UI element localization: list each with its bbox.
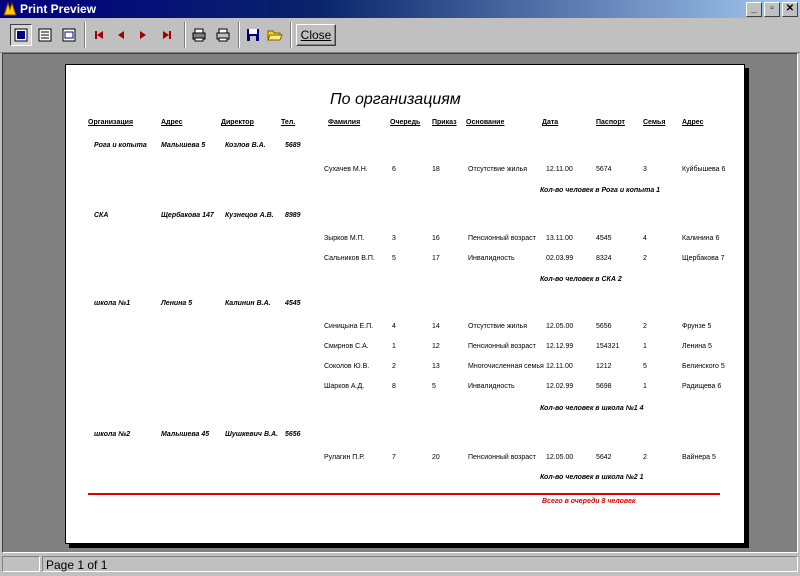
cell-family: 2 bbox=[643, 323, 647, 330]
cell-address: Щербакова 7 bbox=[682, 255, 725, 262]
cell-family: 5 bbox=[643, 363, 647, 370]
group-org-phone: 8989 bbox=[285, 212, 301, 219]
group-org-name: СКА bbox=[94, 212, 109, 219]
group-org-address: Щербакова 147 bbox=[161, 212, 214, 219]
zoom-100-button[interactable] bbox=[58, 24, 80, 46]
cell-fio: Зырков М.П. bbox=[324, 235, 365, 242]
maximize-button[interactable]: ▫ bbox=[764, 2, 780, 17]
status-bar bbox=[0, 553, 800, 576]
close-window-button[interactable]: ✕ bbox=[782, 2, 798, 17]
first-page-icon bbox=[93, 29, 105, 41]
printer-icon bbox=[215, 27, 231, 43]
cell-reason: Отсутствие жилья bbox=[468, 323, 527, 330]
folder-open-icon bbox=[267, 28, 283, 42]
cell-q: 1 bbox=[392, 343, 396, 350]
close-preview-button[interactable]: Close bbox=[296, 24, 336, 46]
header-director: Директор bbox=[221, 119, 254, 126]
cell-order: 14 bbox=[432, 323, 440, 330]
group-count: Кол-во человек в школа №2 1 bbox=[540, 474, 644, 481]
cell-date: 12.12.99 bbox=[546, 343, 574, 350]
cell-q: 7 bbox=[392, 454, 396, 461]
cell-q: 3 bbox=[392, 235, 396, 242]
last-page-icon bbox=[161, 29, 173, 41]
open-button[interactable] bbox=[264, 24, 286, 46]
group-org-phone: 5656 bbox=[285, 431, 301, 438]
cell-reason: Пенсионный возраст bbox=[468, 343, 536, 350]
floppy-disk-icon bbox=[246, 28, 260, 42]
header-org: Организация bbox=[88, 119, 134, 126]
report-page bbox=[65, 64, 745, 544]
cell-reason: Отсутствие жилья bbox=[468, 166, 527, 173]
cell-address: Фрунзе 5 bbox=[682, 323, 712, 330]
group-org-address: Малышева 45 bbox=[161, 431, 210, 438]
cell-order: 18 bbox=[432, 166, 440, 173]
group-org-address: Малышева 5 bbox=[161, 142, 206, 149]
group-org-director: Калинин В.А. bbox=[225, 300, 271, 307]
page-width-icon bbox=[38, 28, 52, 42]
header-reason: Основание bbox=[466, 119, 505, 126]
cell-reason: Пенсионный возраст bbox=[468, 454, 536, 461]
status-page-indicator: Page 1 of 1 bbox=[42, 556, 798, 572]
cell-date: 12.05.00 bbox=[546, 454, 574, 461]
cell-date: 12.05.00 bbox=[546, 323, 574, 330]
header-order: Приказ bbox=[432, 119, 457, 126]
cell-passport: 5642 bbox=[596, 454, 612, 461]
group-org-name: Рога и копыта bbox=[94, 142, 147, 149]
cell-date: 13.11.00 bbox=[546, 235, 573, 242]
group-org-phone: 4545 bbox=[285, 300, 301, 307]
zoom-100-icon bbox=[62, 28, 76, 42]
header-surname: Фамилия bbox=[328, 119, 361, 126]
cell-fio: Смирнов С.А. bbox=[324, 343, 369, 350]
header-address: Адрес bbox=[682, 119, 704, 126]
cell-family: 4 bbox=[643, 235, 647, 242]
prev-page-button[interactable] bbox=[110, 24, 132, 46]
save-button[interactable] bbox=[242, 24, 264, 46]
cell-family: 1 bbox=[643, 383, 647, 390]
cell-address: Белинского 5 bbox=[682, 363, 725, 370]
minimize-button[interactable]: _ bbox=[746, 2, 762, 17]
next-page-button[interactable] bbox=[132, 24, 154, 46]
cell-order: 12 bbox=[432, 343, 440, 350]
prev-page-icon bbox=[115, 29, 127, 41]
last-page-button[interactable] bbox=[156, 24, 178, 46]
whole-page-icon bbox=[14, 28, 28, 42]
cell-passport: 5674 bbox=[596, 166, 612, 173]
title-bar bbox=[0, 0, 800, 18]
cell-fio: Сальников В.П. bbox=[324, 255, 375, 262]
group-count: Кол-во человек в СКА 2 bbox=[540, 276, 622, 283]
cell-passport: 4545 bbox=[596, 235, 612, 242]
total-separator-line bbox=[88, 493, 720, 495]
total-count: Всего в очереди 8 человек bbox=[542, 498, 636, 505]
app-icon bbox=[2, 1, 18, 17]
cell-reason: Многочисленная семья bbox=[468, 363, 544, 370]
toolbar bbox=[0, 18, 800, 53]
next-page-icon bbox=[137, 29, 149, 41]
cell-order: 16 bbox=[432, 235, 440, 242]
header-date: Дата bbox=[542, 119, 559, 126]
cell-family: 1 bbox=[643, 343, 647, 350]
group-org-director: Шушкевич В.А. bbox=[225, 431, 278, 438]
page-width-button[interactable] bbox=[34, 24, 56, 46]
cell-address: Ленина 5 bbox=[682, 343, 712, 350]
cell-q: 4 bbox=[392, 323, 396, 330]
header-family: Семья bbox=[643, 119, 666, 126]
group-count: Кол-во человек в Рога и копыта 1 bbox=[540, 187, 661, 194]
cell-address: Радищева 6 bbox=[682, 383, 722, 390]
group-org-name: школа №2 bbox=[94, 431, 131, 438]
print-button[interactable] bbox=[212, 24, 234, 46]
header-tel: Тел. bbox=[281, 119, 296, 126]
group-org-phone: 5689 bbox=[285, 142, 301, 149]
header-queue: Очередь bbox=[390, 119, 421, 126]
print-setup-button[interactable] bbox=[188, 24, 210, 46]
group-org-address: Ленина 5 bbox=[161, 300, 193, 307]
group-count: Кол-во человек в школа №1 4 bbox=[540, 405, 644, 412]
cell-order: 17 bbox=[432, 255, 440, 262]
cell-passport: 8324 bbox=[596, 255, 612, 262]
cell-reason: Пенсионный возраст bbox=[468, 235, 536, 242]
report-title: По организациям bbox=[330, 91, 461, 108]
preview-viewport[interactable] bbox=[2, 53, 798, 553]
group-org-director: Кузнецов А.В. bbox=[225, 212, 274, 219]
cell-date: 12.02.99 bbox=[546, 383, 574, 390]
cell-passport: 5698 bbox=[596, 383, 612, 390]
header-passport: Паспорт bbox=[596, 119, 625, 126]
cell-q: 5 bbox=[392, 255, 396, 262]
cell-date: 02.03.99 bbox=[546, 255, 574, 262]
cell-family: 3 bbox=[643, 166, 647, 173]
cell-order: 20 bbox=[432, 454, 440, 461]
cell-fio: Рулагин П.Р. bbox=[324, 454, 365, 461]
cell-date: 12.11.00 bbox=[546, 166, 573, 173]
group-org-name: школа №1 bbox=[94, 300, 131, 307]
cell-q: 8 bbox=[392, 383, 396, 390]
cell-address: Вайнера 5 bbox=[682, 454, 716, 461]
cell-fio: Сухачев М.Н. bbox=[324, 166, 368, 173]
cell-q: 6 bbox=[392, 166, 396, 173]
cell-reason: Инвалидность bbox=[468, 255, 515, 262]
cell-reason: Инвалидность bbox=[468, 383, 515, 390]
header-addr: Адрес bbox=[161, 119, 183, 126]
cell-order: 5 bbox=[432, 383, 436, 390]
cell-order: 13 bbox=[432, 363, 440, 370]
cell-family: 2 bbox=[643, 255, 647, 262]
cell-q: 2 bbox=[392, 363, 396, 370]
cell-fio: Шарков А.Д. bbox=[324, 383, 365, 390]
group-org-director: Козлов В.А. bbox=[225, 142, 266, 149]
cell-fio: Синицына Е.П. bbox=[324, 323, 374, 330]
cell-passport: 154321 bbox=[596, 343, 620, 350]
first-page-button[interactable] bbox=[88, 24, 110, 46]
cell-address: Калинина 6 bbox=[682, 235, 720, 242]
window-title: Print Preview bbox=[20, 2, 97, 16]
cell-family: 2 bbox=[643, 454, 647, 461]
printer-setup-icon bbox=[191, 27, 207, 43]
cell-fio: Соколов Ю.В. bbox=[324, 363, 370, 370]
whole-page-button[interactable] bbox=[10, 24, 32, 46]
cell-passport: 1212 bbox=[596, 363, 612, 370]
cell-passport: 5656 bbox=[596, 323, 612, 330]
status-cell-empty bbox=[2, 556, 40, 572]
cell-date: 12.11.00 bbox=[546, 363, 573, 370]
cell-address: Куйбышева 6 bbox=[682, 166, 726, 173]
